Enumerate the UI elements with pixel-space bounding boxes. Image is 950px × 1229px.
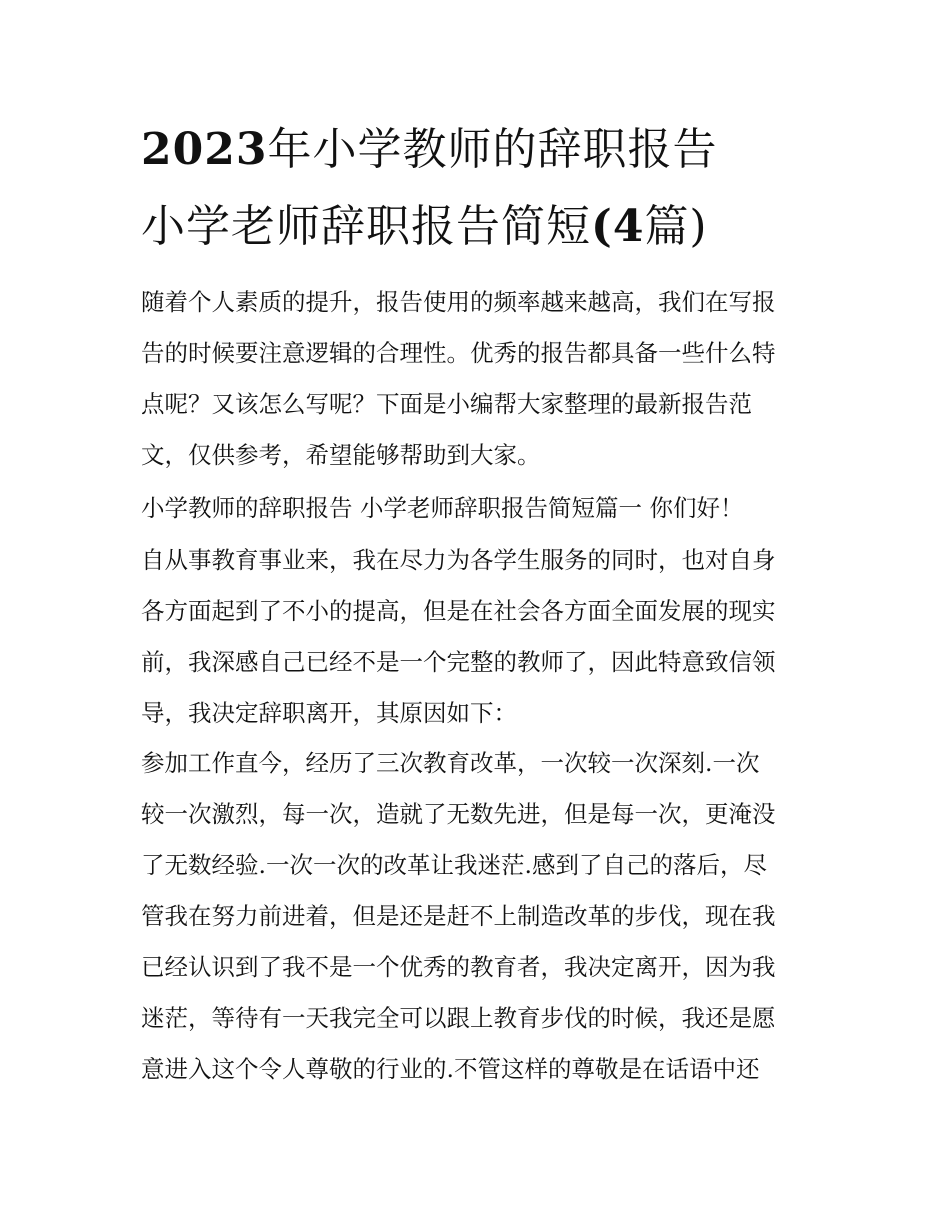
document-title-line-2 — [141, 201, 821, 253]
text-line: 点呢？又该怎么写呢？下面是小编帮大家整理的最新报告范 — [141, 390, 752, 418]
text-line: 随着个人素质的提升，报告使用的频率越来越高，我们在写报 — [141, 288, 776, 316]
title-year: 2023 — [141, 124, 268, 175]
document-title-line-1 — [141, 124, 821, 176]
text-line: 管我在努力前进着，但是还是赶不上制造改革的步伐，现在我 — [141, 902, 776, 930]
text-line: 文，仅供参考，希望能够帮助到大家。 — [141, 441, 541, 469]
title-line-2-text: 小学老师辞职报告简短 — [141, 201, 591, 252]
text-line: 迷茫，等待有一天我完全可以跟上教育步伐的时候，我还是愿 — [141, 1004, 776, 1032]
text-line: 前，我深感自己已经不是一个完整的教师了，因此特意致信领 — [141, 648, 776, 676]
text-line: 各方面起到了不小的提高，但是在社会各方面全面发展的现实 — [141, 597, 776, 625]
text-line: 参加工作直今，经历了三次教育改革，一次较一次深刻.一次 — [141, 749, 760, 777]
text-line: 已经认识到了我不是一个优秀的教育者，我决定离开，因为我 — [141, 953, 776, 981]
title-line-1-text: 年小学教师的辞职报告 — [267, 124, 718, 175]
text-line: 自从事教育事业来，我在尽力为各学生服务的同时，也对自身 — [141, 546, 776, 574]
body-paragraph-2 — [141, 738, 821, 1095]
intro-paragraph — [141, 277, 821, 481]
title-count: (4 — [591, 201, 645, 252]
text-line: 告的时候要注意逻辑的合理性。优秀的报告都具备一些什么特 — [141, 339, 776, 367]
text-line: 导，我决定辞职离开，其原因如下： — [141, 699, 517, 727]
body-paragraph-1 — [141, 535, 821, 739]
section-heading-paragraph — [141, 483, 821, 534]
text-line: 较一次激烈，每一次，造就了无数先进，但是每一次，更淹没 — [141, 800, 776, 828]
text-line: 了无数经验.一次一次的改革让我迷茫.感到了自己的落后，尽 — [141, 851, 767, 879]
title-line-2-tail: 篇) — [644, 201, 708, 252]
text-line: 小学教师的辞职报告 小学老师辞职报告简短篇一 你们好！ — [141, 494, 744, 522]
text-line: 意进入这个令人尊敬的行业的.不管这样的尊敬是在话语中还 — [141, 1055, 760, 1083]
